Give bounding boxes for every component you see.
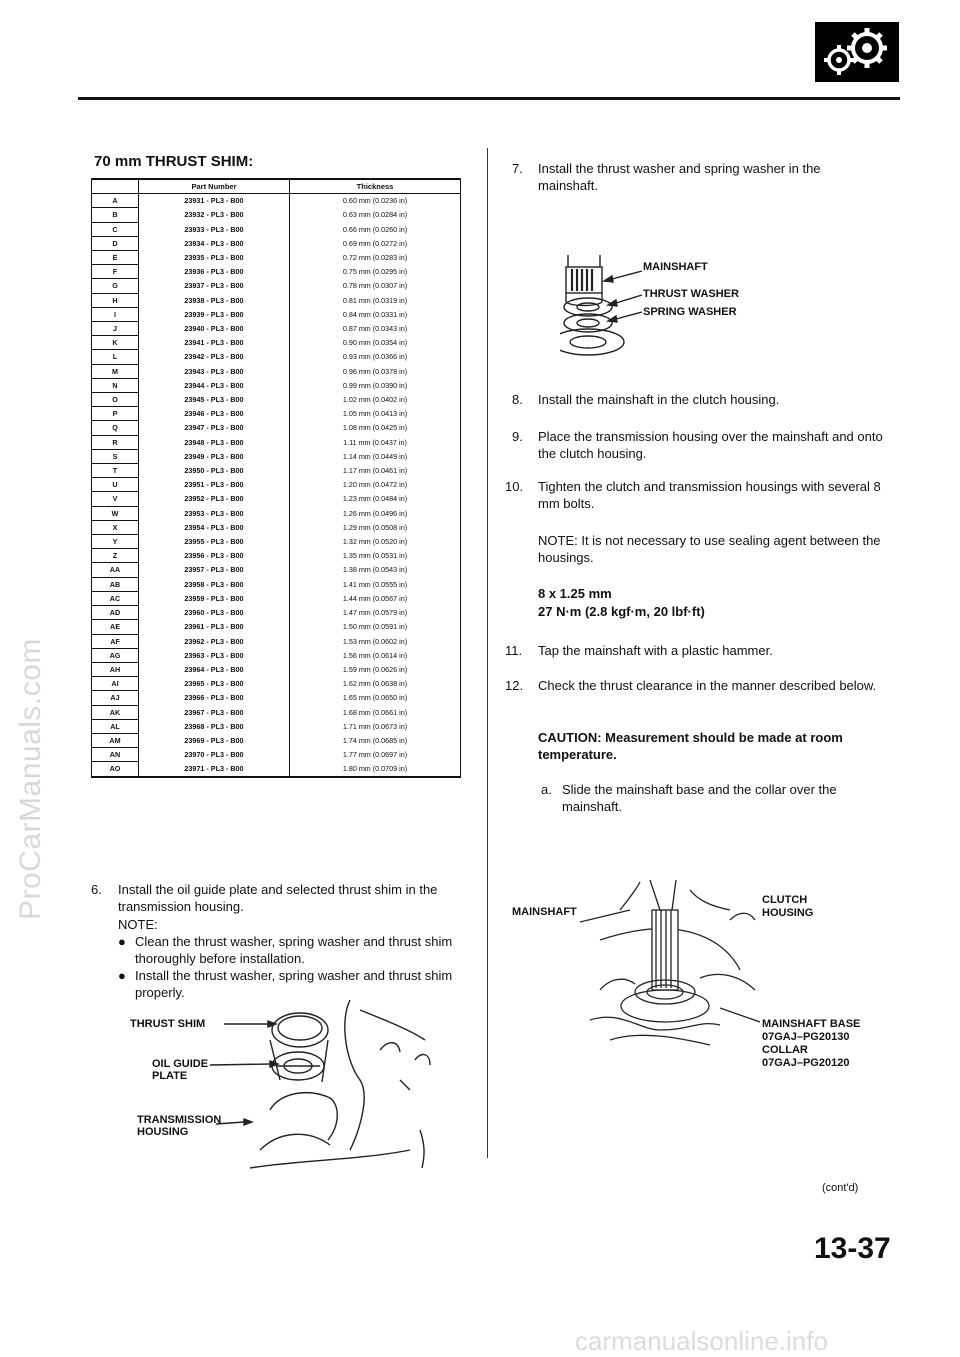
shim-letter: V (92, 492, 139, 506)
label-transmission-2: HOUSING (137, 1126, 189, 1138)
transmission-gear-icon (815, 22, 899, 82)
shim-part-number: 23960 - PL3 - B00 (139, 606, 290, 620)
shim-part-number: 23949 - PL3 - B00 (139, 449, 290, 463)
table-row (92, 336, 461, 350)
shim-part-number: 23938 - PL3 - B00 (139, 293, 290, 307)
shim-letter: AD (92, 606, 139, 620)
table-row (92, 691, 461, 705)
shim-thickness: 1.74 mm (0.0685 in) (290, 733, 461, 747)
shim-thickness: 1.38 mm (0.0543 in) (290, 563, 461, 577)
shim-letter: N (92, 378, 139, 392)
shim-letter: Q (92, 421, 139, 435)
shim-part-number: 23965 - PL3 - B00 (139, 677, 290, 691)
shim-part-number: 23939 - PL3 - B00 (139, 307, 290, 321)
label-oil-guide-2: PLATE (152, 1070, 188, 1082)
shim-letter: W (92, 506, 139, 520)
table-row (92, 634, 461, 648)
torque-value: 27 N·m (2.8 kgf·m, 20 lbf·ft) (538, 604, 705, 619)
shim-letter: O (92, 393, 139, 407)
step-8-number: 8. (512, 392, 523, 407)
table-row (92, 748, 461, 762)
shim-part-number: 23942 - PL3 - B00 (139, 350, 290, 364)
shim-part-number: 23953 - PL3 - B00 (139, 506, 290, 520)
shim-thickness: 1.11 mm (0.0437 in) (290, 435, 461, 449)
shim-part-number: 23969 - PL3 - B00 (139, 733, 290, 747)
bullet-dot: ● (118, 934, 126, 949)
table-row (92, 535, 461, 549)
shim-letter: R (92, 435, 139, 449)
table-row (92, 620, 461, 634)
step-6-bullet-1 (118, 933, 463, 967)
shim-part-number: 23933 - PL3 - B00 (139, 222, 290, 236)
shim-thickness: 0.96 mm (0.0378 in) (290, 364, 461, 378)
shim-letter: E (92, 251, 139, 265)
table-row (92, 378, 461, 392)
shim-thickness: 0.87 mm (0.0343 in) (290, 322, 461, 336)
shim-thickness: 1.56 mm (0.0614 in) (290, 648, 461, 662)
shim-thickness: 0.78 mm (0.0307 in) (290, 279, 461, 293)
shim-letter: G (92, 279, 139, 293)
shim-letter: AB (92, 577, 139, 591)
shim-letter: Y (92, 535, 139, 549)
shim-letter: C (92, 222, 139, 236)
shim-part-number: 23961 - PL3 - B00 (139, 620, 290, 634)
shim-thickness: 1.80 mm (0.0709 in) (290, 762, 461, 777)
table-row (92, 591, 461, 605)
shim-part-number: 23947 - PL3 - B00 (139, 421, 290, 435)
shim-letter: L (92, 350, 139, 364)
table-row (92, 265, 461, 279)
label-mainshaft: MAINSHAFT (643, 261, 708, 273)
table-row (92, 322, 461, 336)
shim-part-number: 23955 - PL3 - B00 (139, 535, 290, 549)
shim-thickness: 1.41 mm (0.0555 in) (290, 577, 461, 591)
shim-thickness: 1.59 mm (0.0626 in) (290, 662, 461, 676)
table-row (92, 577, 461, 591)
shim-letter: P (92, 407, 139, 421)
shim-thickness: 0.99 mm (0.0390 in) (290, 378, 461, 392)
step-10-note: NOTE: It is not necessary to use sealing agent between the housings. (538, 533, 881, 565)
step-12-text: Check the thrust clearance in the manner described below. (538, 678, 877, 693)
watermark-bottom: carmanualsonline.info (575, 1326, 828, 1356)
table-row (92, 492, 461, 506)
shim-letter: AI (92, 677, 139, 691)
shim-thickness: 0.66 mm (0.0260 in) (290, 222, 461, 236)
shim-part-number: 23963 - PL3 - B00 (139, 648, 290, 662)
shim-thickness: 1.02 mm (0.0402 in) (290, 393, 461, 407)
table-row (92, 648, 461, 662)
table-header-row (92, 179, 461, 194)
shim-thickness: 1.17 mm (0.0461 in) (290, 464, 461, 478)
shim-part-number: 23970 - PL3 - B00 (139, 748, 290, 762)
step-10-text: Tighten the clutch and transmission housings with several 8 mm bolts. (538, 479, 881, 511)
shim-letter: AC (92, 591, 139, 605)
table-row (92, 407, 461, 421)
clutch-housing-illustration (580, 880, 760, 1050)
step-a-text: Slide the mainshaft base and the collar over the mainshaft. (562, 782, 837, 814)
shim-letter: AG (92, 648, 139, 662)
shim-part-number: 23957 - PL3 - B00 (139, 563, 290, 577)
shim-thickness: 1.71 mm (0.0673 in) (290, 719, 461, 733)
shim-thickness: 1.05 mm (0.0413 in) (290, 407, 461, 421)
step-9-number: 9. (512, 429, 523, 444)
table-header-thickness: Thickness (290, 179, 461, 194)
label-spring-washer: SPRING WASHER (643, 306, 737, 318)
shim-thickness: 0.81 mm (0.0319 in) (290, 293, 461, 307)
shim-thickness: 0.69 mm (0.0272 in) (290, 236, 461, 250)
shim-letter: AM (92, 733, 139, 747)
shim-letter: AL (92, 719, 139, 733)
shim-thickness: 1.77 mm (0.0697 in) (290, 748, 461, 762)
table-row (92, 464, 461, 478)
shim-thickness: 0.90 mm (0.0354 in) (290, 336, 461, 350)
table-row (92, 520, 461, 534)
continued-note: (cont'd) (822, 1182, 859, 1194)
step-11-text: Tap the mainshaft with a plastic hammer. (538, 643, 773, 658)
watermark-left: ProCarManuals.com (14, 638, 47, 920)
shim-thickness: 1.62 mm (0.0638 in) (290, 677, 461, 691)
step-7-text: Install the thrust washer and spring washer in the mainshaft. (538, 161, 821, 193)
shim-part-number: 23946 - PL3 - B00 (139, 407, 290, 421)
shim-letter: M (92, 364, 139, 378)
shim-part-number: 23944 - PL3 - B00 (139, 378, 290, 392)
shim-thickness: 1.26 mm (0.0496 in) (290, 506, 461, 520)
shim-letter: H (92, 293, 139, 307)
shim-part-number: 23966 - PL3 - B00 (139, 691, 290, 705)
oil-guide-plate-illustration (210, 1000, 460, 1170)
step-6-number: 6. (91, 882, 102, 897)
table-row (92, 449, 461, 463)
step-a-number: a. (541, 782, 552, 797)
shim-letter: S (92, 449, 139, 463)
thrust-shim-table (91, 178, 461, 778)
table-header-letter (92, 179, 139, 194)
shim-part-number: 23948 - PL3 - B00 (139, 435, 290, 449)
shim-thickness: 1.35 mm (0.0531 in) (290, 549, 461, 563)
shim-part-number: 23956 - PL3 - B00 (139, 549, 290, 563)
table-row (92, 677, 461, 691)
shim-part-number: 23962 - PL3 - B00 (139, 634, 290, 648)
shim-letter: AF (92, 634, 139, 648)
table-row (92, 506, 461, 520)
label-oil-guide-1: OIL GUIDE (152, 1058, 209, 1070)
shim-part-number: 23950 - PL3 - B00 (139, 464, 290, 478)
shim-thickness: 1.50 mm (0.0591 in) (290, 620, 461, 634)
shim-letter: AK (92, 705, 139, 719)
shim-thickness: 1.53 mm (0.0602 in) (290, 634, 461, 648)
table-row (92, 705, 461, 719)
shim-part-number: 23936 - PL3 - B00 (139, 265, 290, 279)
label-clutch-1: CLUTCH (762, 894, 808, 906)
shim-part-number: 23932 - PL3 - B00 (139, 208, 290, 222)
step-8-text: Install the mainshaft in the clutch housing. (538, 392, 780, 407)
shim-thickness: 0.75 mm (0.0295 in) (290, 265, 461, 279)
shim-part-number: 23968 - PL3 - B00 (139, 719, 290, 733)
shim-letter: X (92, 520, 139, 534)
header-rule (78, 97, 900, 100)
table-row (92, 251, 461, 265)
shim-letter: J (92, 322, 139, 336)
table-row (92, 719, 461, 733)
shim-part-number: 23964 - PL3 - B00 (139, 662, 290, 676)
shim-letter: AN (92, 748, 139, 762)
shim-thickness: 0.84 mm (0.0331 in) (290, 307, 461, 321)
shim-letter: AE (92, 620, 139, 634)
step-7-number: 7. (512, 161, 523, 176)
shim-letter: D (92, 236, 139, 250)
table-row (92, 478, 461, 492)
table-row (92, 307, 461, 321)
shim-part-number: 23971 - PL3 - B00 (139, 762, 290, 777)
table-row (92, 350, 461, 364)
shim-part-number: 23935 - PL3 - B00 (139, 251, 290, 265)
shim-letter: T (92, 464, 139, 478)
shim-letter: Z (92, 549, 139, 563)
shim-thickness: 1.32 mm (0.0520 in) (290, 535, 461, 549)
shim-thickness: 0.63 mm (0.0284 in) (290, 208, 461, 222)
step-6-bullet-2 (118, 967, 463, 1001)
torque-bolt-size: 8 x 1.25 mm (538, 586, 612, 601)
shim-letter: AA (92, 563, 139, 577)
label-base-part: 07GAJ–PG20130 (762, 1031, 850, 1043)
table-row (92, 208, 461, 222)
shim-part-number: 23937 - PL3 - B00 (139, 279, 290, 293)
table-row (92, 606, 461, 620)
shim-letter: I (92, 307, 139, 321)
shim-part-number: 23967 - PL3 - B00 (139, 705, 290, 719)
bullet-text: Install the thrust washer, spring washer and thrust shim properly. (135, 968, 453, 1000)
table-row (92, 549, 461, 563)
shim-thickness: 1.68 mm (0.0661 in) (290, 705, 461, 719)
step-6-text: Install the oil guide plate and selected thrust shim in the transmission housing. (118, 882, 438, 914)
table-row (92, 435, 461, 449)
shim-letter: U (92, 478, 139, 492)
shim-part-number: 23954 - PL3 - B00 (139, 520, 290, 534)
label-mainshaft-fig3: MAINSHAFT (512, 906, 577, 918)
shim-thickness: 1.14 mm (0.0449 in) (290, 449, 461, 463)
shim-thickness: 0.93 mm (0.0366 in) (290, 350, 461, 364)
shim-thickness: 1.44 mm (0.0567 in) (290, 591, 461, 605)
shim-letter: A (92, 194, 139, 208)
table-row (92, 194, 461, 208)
bullet-text: Clean the thrust washer, spring washer and thrust shim thoroughly before installation. (135, 934, 453, 966)
table-row (92, 279, 461, 293)
table-row (92, 662, 461, 676)
table-row (92, 563, 461, 577)
shim-letter: K (92, 336, 139, 350)
shim-thickness: 1.23 mm (0.0484 in) (290, 492, 461, 506)
shim-part-number: 23943 - PL3 - B00 (139, 364, 290, 378)
shim-thickness: 1.08 mm (0.0425 in) (290, 421, 461, 435)
step-12-number: 12. (505, 678, 524, 693)
shim-thickness: 1.29 mm (0.0508 in) (290, 520, 461, 534)
step-10-number: 10. (505, 479, 524, 494)
label-mainshaft-base: MAINSHAFT BASE (762, 1018, 861, 1030)
step-9-text: Place the transmission housing over the mainshaft and onto the clutch housing. (538, 429, 883, 461)
page-number: 13-37 (814, 1232, 891, 1265)
shim-thickness: 1.65 mm (0.0650 in) (290, 691, 461, 705)
table-row (92, 733, 461, 747)
shim-part-number: 23959 - PL3 - B00 (139, 591, 290, 605)
table-row (92, 222, 461, 236)
step-11-number: 11. (505, 643, 523, 658)
shim-part-number: 23934 - PL3 - B00 (139, 236, 290, 250)
column-divider (487, 148, 488, 1158)
label-clutch-2: HOUSING (762, 907, 814, 919)
table-row (92, 421, 461, 435)
shim-part-number: 23952 - PL3 - B00 (139, 492, 290, 506)
shim-part-number: 23945 - PL3 - B00 (139, 393, 290, 407)
shim-thickness: 0.72 mm (0.0283 in) (290, 251, 461, 265)
table-row (92, 236, 461, 250)
bullet-dot: ● (118, 968, 126, 983)
shim-letter: F (92, 265, 139, 279)
shim-part-number: 23951 - PL3 - B00 (139, 478, 290, 492)
shim-letter: AO (92, 762, 139, 777)
shim-letter: AH (92, 662, 139, 676)
shim-part-number: 23941 - PL3 - B00 (139, 336, 290, 350)
step-6-note-label: NOTE: (118, 917, 158, 932)
table-row (92, 762, 461, 777)
shim-thickness: 1.47 mm (0.0579 in) (290, 606, 461, 620)
shim-thickness: 1.20 mm (0.0472 in) (290, 478, 461, 492)
table-row (92, 393, 461, 407)
table-row (92, 293, 461, 307)
shim-thickness: 0.60 mm (0.0236 in) (290, 194, 461, 208)
label-thrust-washer: THRUST WASHER (643, 288, 739, 300)
label-thrust-shim: THRUST SHIM (130, 1018, 206, 1030)
shim-part-number: 23940 - PL3 - B00 (139, 322, 290, 336)
shim-letter: AJ (92, 691, 139, 705)
table-header-part: Part Number (139, 179, 290, 194)
label-collar-part: 07GAJ–PG20120 (762, 1057, 850, 1069)
shim-part-number: 23958 - PL3 - B00 (139, 577, 290, 591)
table-row (92, 364, 461, 378)
shim-table-title: 70 mm THRUST SHIM: (94, 153, 254, 170)
shim-part-number: 23931 - PL3 - B00 (139, 194, 290, 208)
shim-letter: B (92, 208, 139, 222)
label-collar: COLLAR (762, 1044, 808, 1056)
caution-text: CAUTION: Measurement should be made at room temperature. (538, 730, 843, 762)
label-transmission-1: TRANSMISSION (137, 1114, 222, 1126)
